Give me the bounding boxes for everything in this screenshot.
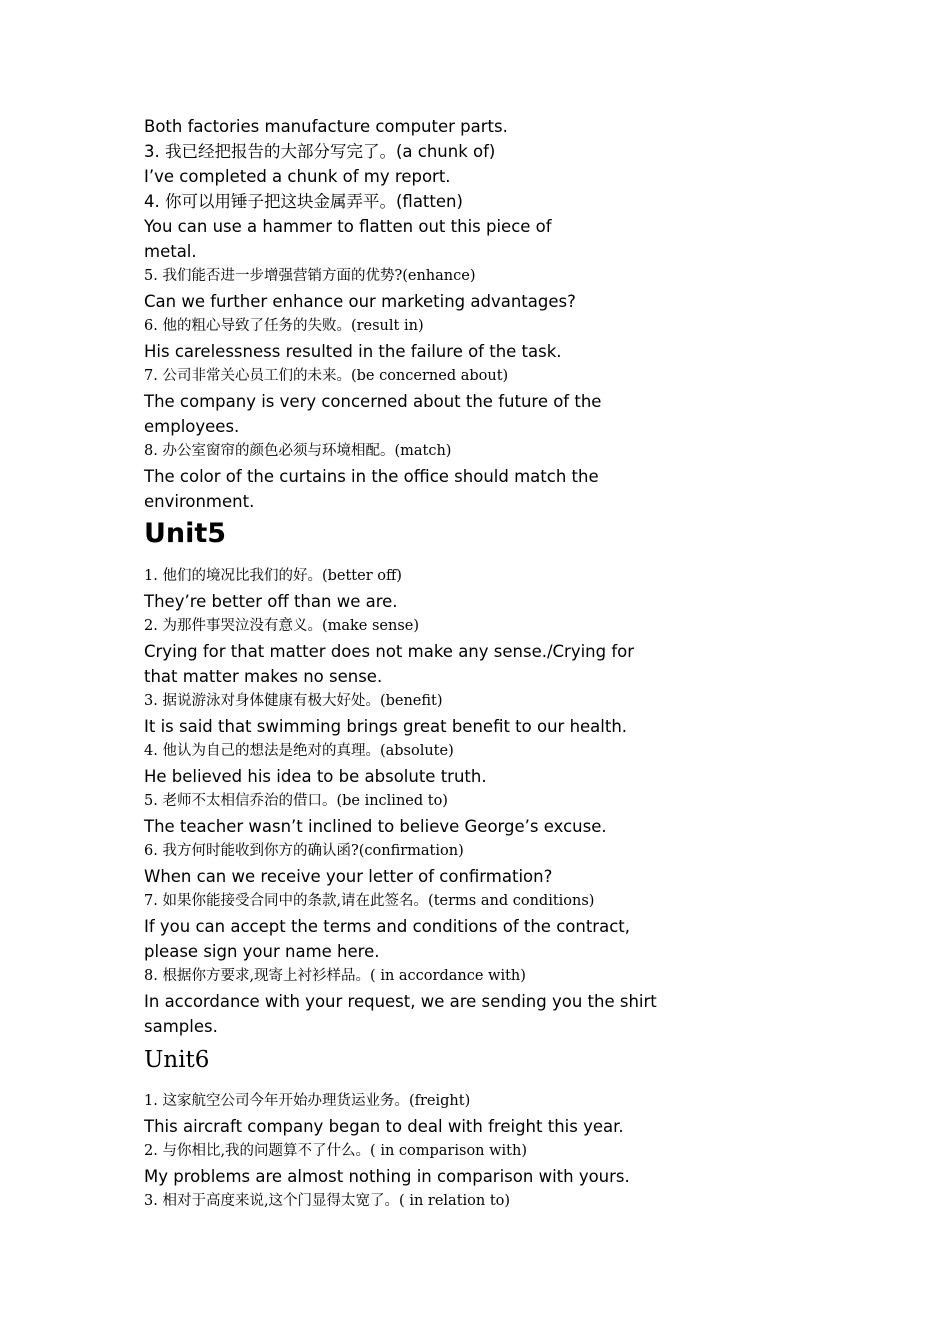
- text-line: 4. 你可以用锤子把这块金属弄平。(flatten): [144, 192, 463, 211]
- text-line: This aircraft company began to deal with freight this year.: [144, 1117, 624, 1136]
- text-line: 3. 相对于高度来说,这个门显得太宽了。( in relation to): [144, 1193, 511, 1209]
- text-line: 1. 他们的境况比我们的好。(better off): [144, 568, 402, 584]
- text-line: The company is very concerned about the future of the: [144, 392, 602, 411]
- text-line: In accordance with your request, we are sending you the shirt: [144, 992, 657, 1011]
- unit6-section: [144, 1089, 704, 1214]
- text-line: please sign your name here.: [144, 942, 380, 961]
- text-line: If you can accept the terms and conditions of the contract,: [144, 917, 630, 936]
- text-line: The color of the curtains in the office should match the: [144, 467, 599, 486]
- text-line: They’re better off than we are.: [144, 592, 398, 611]
- text-line: 3. 据说游泳对身体健康有极大好处。(benefit): [144, 693, 443, 709]
- unit6-heading: Unit6: [144, 1047, 210, 1073]
- text-line: 8. 根据你方要求,现寄上衬衫样品。( in accordance with): [144, 968, 526, 984]
- text-line: 8. 办公室窗帘的颜色必须与环境相配。(match): [144, 443, 452, 459]
- text-line: My problems are almost nothing in comparison with yours.: [144, 1167, 630, 1186]
- text-line: 6. 我方何时能收到你方的确认函?(confirmation): [144, 843, 464, 859]
- unit5-section: [144, 564, 704, 1039]
- text-line: You can use a hammer to flatten out this piece of: [144, 217, 552, 236]
- text-line: 3. 我已经把报告的大部分写完了。(a chunk of): [144, 142, 496, 161]
- text-line: 7. 如果你能接受合同中的条款,请在此签名。(terms and conditions): [144, 893, 595, 909]
- text-line: 7. 公司非常关心员工们的未来。(be concerned about): [144, 368, 509, 384]
- text-line: 1. 这家航空公司今年开始办理货运业务。(freight): [144, 1093, 471, 1109]
- unit5-heading: Unit5: [144, 518, 227, 549]
- text-line: 2. 为那件事哭泣没有意义。(make sense): [144, 618, 420, 634]
- text-line: 6. 他的粗心导致了任务的失败。(result in): [144, 318, 424, 334]
- text-line: samples.: [144, 1017, 218, 1036]
- text-line: It is said that swimming brings great benefit to our health.: [144, 717, 628, 736]
- top-section: [144, 114, 704, 514]
- text-line: 5. 老师不太相信乔治的借口。(be inclined to): [144, 793, 448, 809]
- text-line: Can we further enhance our marketing advantages?: [144, 292, 576, 311]
- text-line: His carelessness resulted in the failure of the task.: [144, 342, 562, 361]
- text-line: The teacher wasn’t inclined to believe George’s excuse.: [144, 817, 607, 836]
- text-line: 2. 与你相比,我的问题算不了什么。( in comparison with): [144, 1143, 527, 1159]
- text-line: employees.: [144, 417, 240, 436]
- text-line: When can we receive your letter of confirmation?: [144, 867, 553, 886]
- text-line: environment.: [144, 492, 255, 511]
- text-line: 4. 他认为自己的想法是绝对的真理。(absolute): [144, 743, 454, 759]
- text-line: He believed his idea to be absolute truth.: [144, 767, 487, 786]
- text-line: I’ve completed a chunk of my report.: [144, 167, 451, 186]
- text-line: that matter makes no sense.: [144, 667, 383, 686]
- text-line: Crying for that matter does not make any sense./Crying for: [144, 642, 635, 661]
- text-line: metal.: [144, 242, 197, 261]
- text-line: 5. 我们能否进一步增强营销方面的优势?(enhance): [144, 268, 476, 284]
- text-line: Both factories manufacture computer parts.: [144, 117, 508, 136]
- document-page: [144, 114, 704, 1214]
